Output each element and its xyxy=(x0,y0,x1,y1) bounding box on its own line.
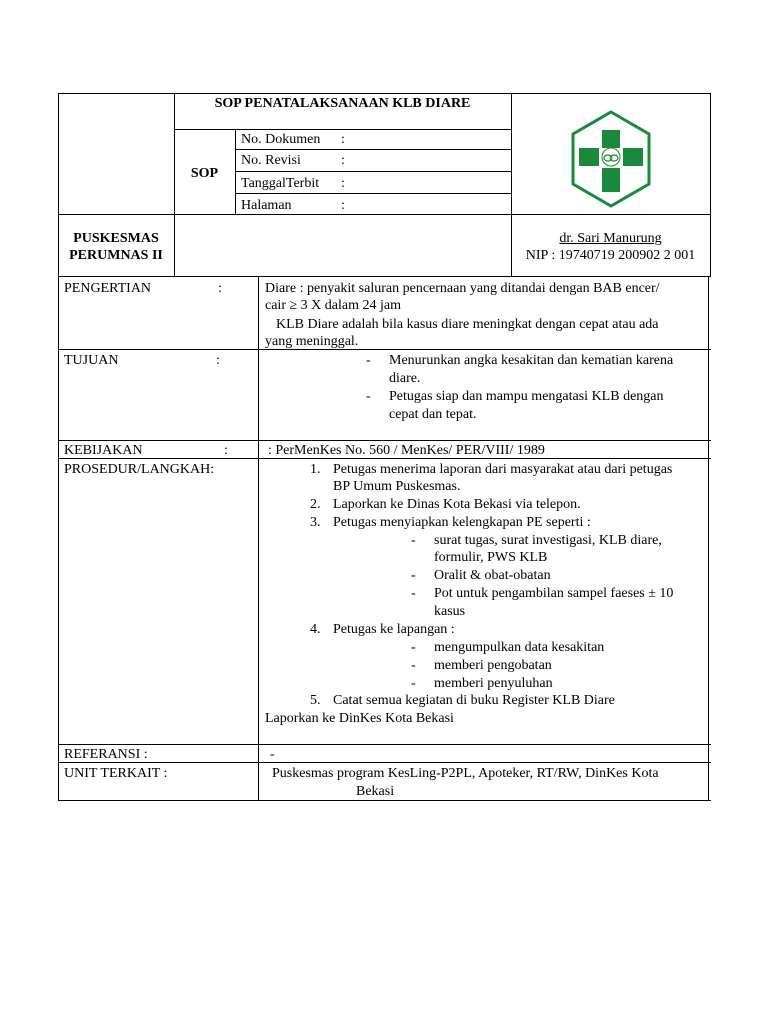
tujuan-label: TUJUAN xyxy=(64,353,119,368)
referansi-value: - xyxy=(270,747,275,762)
prosedur-subitem: memberi penyuluhan xyxy=(434,676,553,691)
referansi-label: REFERANSI : xyxy=(64,747,148,762)
signer-nip: NIP : 19740719 200902 2 001 xyxy=(525,248,696,263)
prosedur-subitem: mengumpulkan data kesakitan xyxy=(434,640,605,655)
kebijakan-label: KEBIJAKAN xyxy=(64,443,143,458)
prosedur-label: PROSEDUR/LANGKAH: xyxy=(64,462,215,477)
prosedur-subitem: memberi pengobatan xyxy=(434,658,552,673)
puskesmas-name-line1: PUSKESMAS xyxy=(73,231,159,246)
document-title: SOP PENATALAKSANAAN KLB DIARE xyxy=(214,96,471,111)
prosedur-subitem: Oralit & obat-obatan xyxy=(434,568,551,583)
prosedur-step: Petugas menerima laporan dari masyarakat atau dari petugas xyxy=(333,462,673,477)
puskesmas-name-line2: PERUMNAS II xyxy=(69,248,163,263)
prosedur-step: Petugas menyiapkan kelengkapan PE seperti : xyxy=(333,515,591,530)
prosedur-final: Laporkan ke DinKes Kota Bekasi xyxy=(265,711,454,726)
tujuan-item: Menurunkan angka kesakitan dan kematian karena xyxy=(389,353,674,368)
prosedur-subitem: surat tugas, surat investigasi, KLB diare, xyxy=(434,533,662,548)
tujuan-item: Petugas siap dan mampu mengatasi KLB dengan xyxy=(389,389,664,404)
sop-label: SOP xyxy=(190,166,219,181)
pengertian-text: Diare : penyakit saluran pencernaan yang ditandai dengan BAB encer/ xyxy=(265,281,660,296)
prosedur-step: Catat semua kegiatan di buku Register KLB Diare xyxy=(333,693,615,708)
kebijakan-value: : PerMenKes No. 560 / MenKes/ PER/VIII/ 1989 xyxy=(268,443,545,458)
unit-terkait-value: Puskesmas program KesLing-P2PL, Apoteker, RT/RW, DinKes Kota xyxy=(272,766,659,781)
prosedur-step: Petugas ke lapangan : xyxy=(333,622,455,637)
prosedur-step: Laporkan ke Dinas Kota Bekasi via telepon. xyxy=(333,497,581,512)
prosedur-subitem: Pot untuk pengambilan sampel faeses ± 10 xyxy=(434,586,674,601)
signer-name: dr. Sari Manurung xyxy=(559,231,662,246)
puskesmas-logo-icon xyxy=(570,110,652,208)
pengertian-label: PENGERTIAN xyxy=(64,281,152,296)
unit-terkait-label: UNIT TERKAIT : xyxy=(64,766,168,781)
